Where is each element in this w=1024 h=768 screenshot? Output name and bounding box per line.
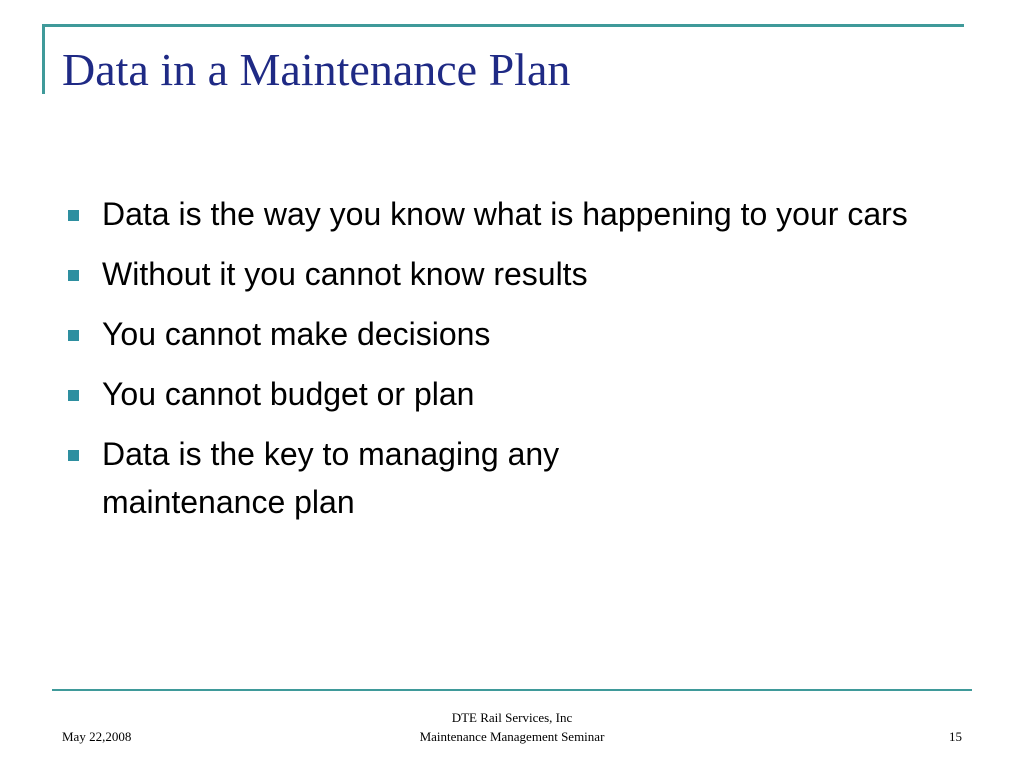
bullet-item bbox=[62, 430, 742, 526]
square-bullet-icon bbox=[68, 450, 79, 461]
slide-title: Data in a Maintenance Plan bbox=[62, 44, 571, 95]
title-frame-top-line bbox=[42, 24, 964, 27]
bullet-list bbox=[62, 190, 962, 538]
square-bullet-icon bbox=[68, 210, 79, 221]
footer-org: DTE Rail Services, Inc bbox=[451, 710, 573, 725]
bullet-item bbox=[62, 250, 962, 298]
bullet-item bbox=[62, 310, 962, 358]
square-bullet-icon bbox=[68, 330, 79, 341]
title-frame-left-line bbox=[42, 24, 45, 94]
bullet-text: You cannot budget or plan bbox=[102, 376, 475, 412]
bullet-text: Data is the way you know what is happening to your cars bbox=[102, 196, 908, 232]
square-bullet-icon bbox=[68, 270, 79, 281]
page-number: 15 bbox=[949, 729, 962, 744]
bullet-text: Data is the key to managing any maintenance plan bbox=[102, 436, 560, 520]
square-bullet-icon bbox=[68, 390, 79, 401]
footer-event: Maintenance Management Seminar bbox=[419, 729, 605, 744]
bullet-item bbox=[62, 190, 942, 238]
footer-center-text bbox=[362, 708, 662, 746]
bullet-item bbox=[62, 370, 962, 418]
footer-divider bbox=[52, 689, 972, 691]
footer-date: May 22,2008 bbox=[62, 729, 132, 744]
bullet-text: You cannot make decisions bbox=[102, 316, 491, 352]
bullet-text: Without it you cannot know results bbox=[102, 256, 588, 292]
